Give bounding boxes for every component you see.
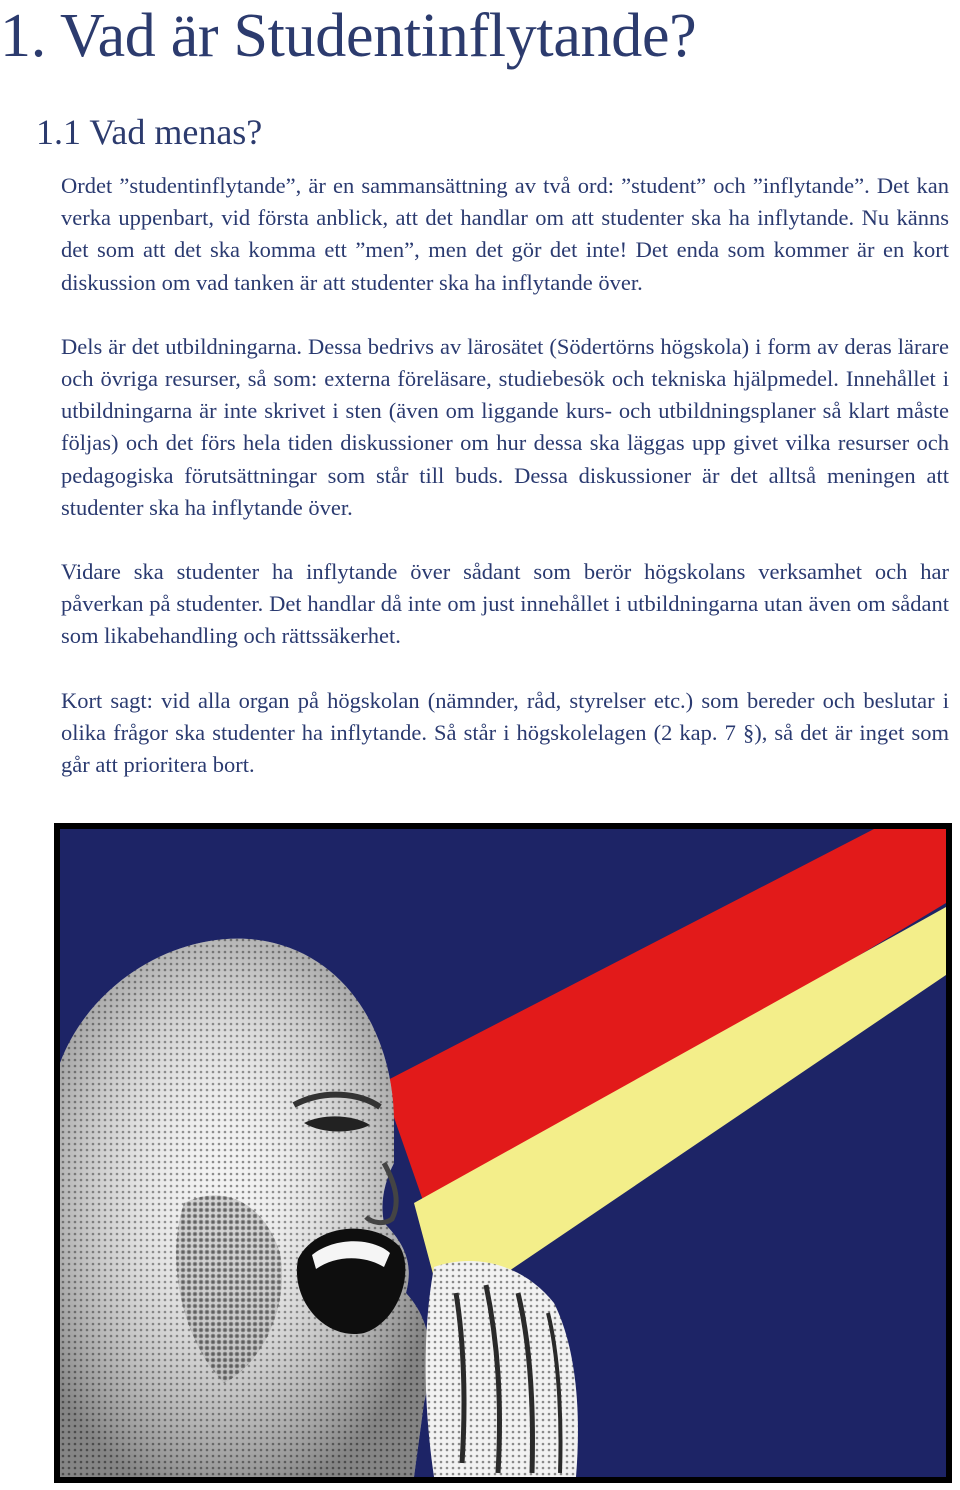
body-text [61,170,949,813]
paragraph: Dels är det utbildningarna. Dessa bedrivs av lärosätet (Södertörns högskola) i form av deras lärare och övriga resurser, så som: externa föreläsare, studiebesök och tekniska hjälpmedel. Innehållet i utbildningarna är inte skrivet i sten (även om liggande kurs- och utbildningsplaner så klart måste följas) och det förs hela tiden diskussioner om hur dessa ska läggas upp givet vilka resurser och pedagogiska förutsättningar som står till buds. Dessa diskussioner är det alltså meningen att studenter ska ha inflytande över. [61,333,949,520]
paragraph: Ordet ”studentinflytande”, är en sammansättning av två ord: ”student” och ”inflytande”. Det kan verka uppenbart, vid första anblick, att det handlar om att studenter ska ha inflytande. Nu känns det som att det ska komma ett ”men”, men det gör det inte! Det enda som kommer är en kort diskussion om vad tanken är att studenter ska ha inflytande över. [61,173,949,295]
paragraph: Kort sagt: vid alla organ på högskolan (nämnder, råd, styrelser etc.) som bereder och beslutar i olika frågor ska studenter ha inflytande. Så står i högskolelagen (2 kap. 7 §), så det är inget som går att prioritera bort. [61,687,949,778]
poster-illustration [54,823,952,1483]
paragraph: Vidare ska studenter ha inflytande över sådant som berör högskolans verksamhet och har påverkan på studenter. Det handlar då inte om just innehållet i utbildningarna utan även om sådant som likabehandling och rättssäkerhet. [61,559,949,649]
shouting-woman-poster [54,823,952,1483]
section-title: 1.1 Vad menas? [36,112,263,152]
page-title: 1. Vad är Studentinflytande? [0,2,697,70]
